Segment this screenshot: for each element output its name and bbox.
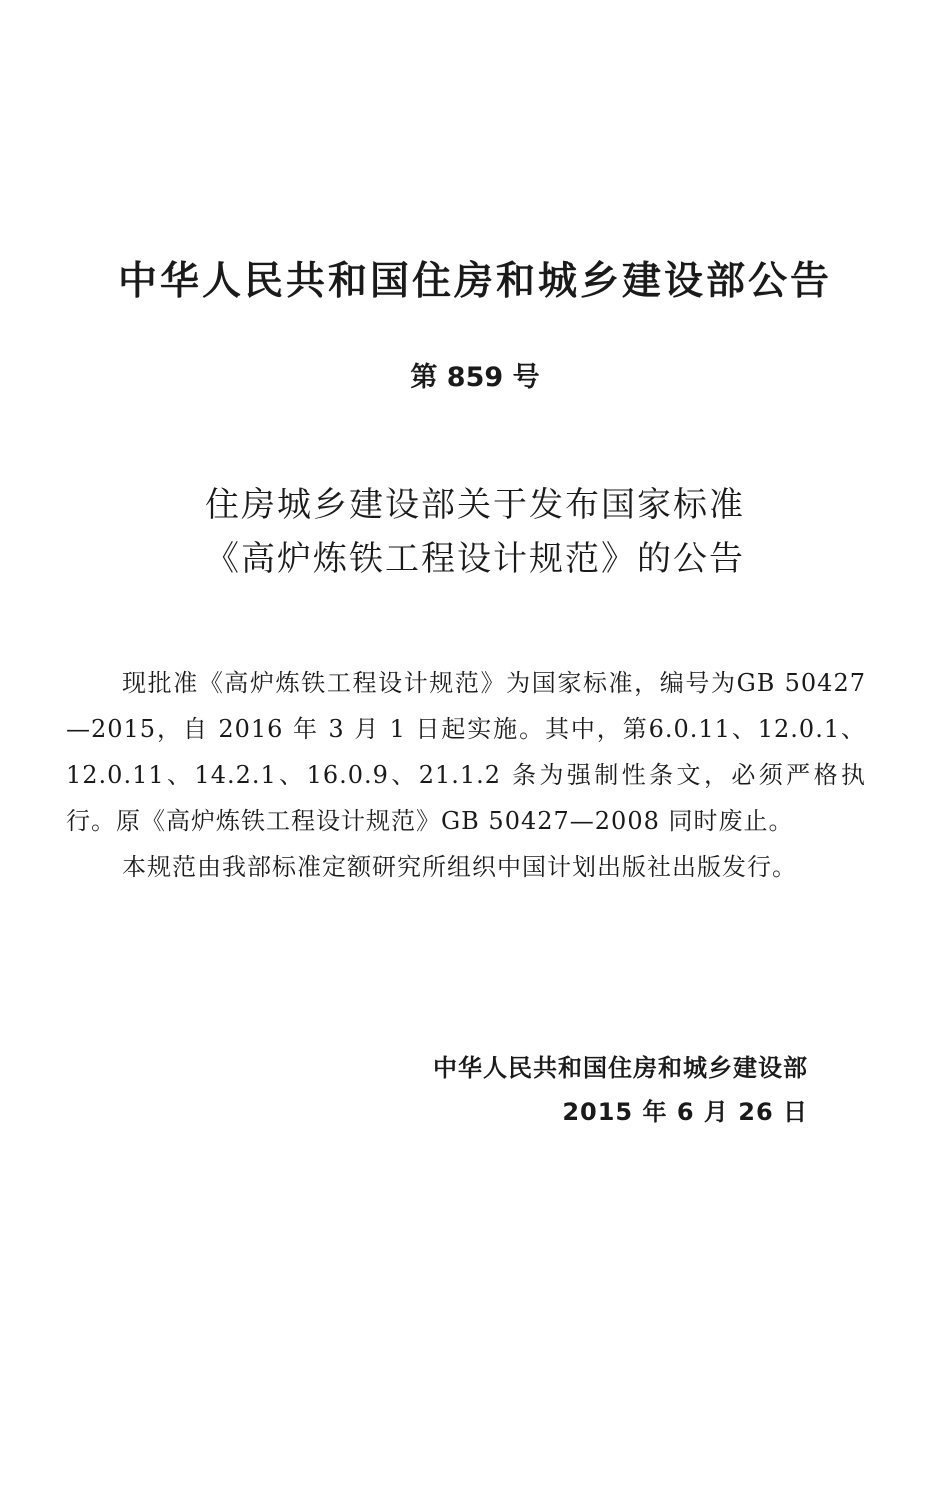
announcement-subtitle [0,478,950,586]
body-paragraph-1: 现批准《高炉炼铁工程设计规范》为国家标准，编号为GB 50427—2015，自 2016 年 3 月 1 日起实施。其中，第6.0.11、12.0.1、12.0.11、14.2.1、16.0.9、21.1.2 条为强制性条文，必须严格执行。原《高炉炼铁工程设计规范》GB 50427—2008 同时废止。 [66,669,866,835]
announcement-title: 中华人民共和国住房和城乡建设部公告 [117,259,832,304]
issuer-name: 中华人民共和国住房和城乡建设部 [433,1054,808,1082]
subtitle-line-2: 《高炉炼铁工程设计规范》的公告 [205,539,745,579]
body-paragraph-2: 本规范由我部标准定额研究所组织中国计划出版社出版发行。 [122,853,797,881]
issue-date: 2015 年 6 月 26 日 [562,1098,808,1126]
announcement-number: 第 859 号 [410,362,540,393]
subtitle-line-1: 住房城乡建设部关于发布国家标准 [205,485,745,525]
signature-block [0,1046,808,1134]
announcement-body [66,660,866,890]
